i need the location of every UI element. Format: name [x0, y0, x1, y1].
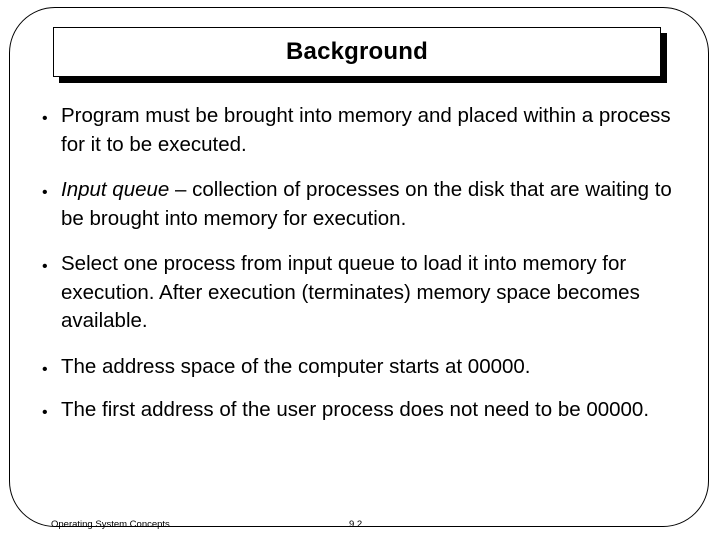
bullet-item — [42, 176, 682, 233]
bullet-term: Input queue — [61, 178, 170, 201]
bullet-icon: • — [42, 258, 48, 275]
footer-page-number: 9.2 — [349, 519, 363, 530]
bullet-text: – collection of processes on the disk that are waiting to be brought into memory for execution. — [61, 178, 672, 230]
bullet-icon: • — [42, 184, 48, 201]
bullet-icon: • — [42, 360, 48, 378]
bullet-list — [42, 102, 682, 442]
bullet-text: Select one process from input queue to load it into memory for execution. After execution (terminates) memory space becomes available. — [61, 252, 640, 332]
title-box — [53, 27, 661, 77]
footer-course-title: Operating System Concepts — [51, 519, 170, 530]
bullet-text: Program must be brought into memory and placed within a process for it to be executed. — [61, 104, 671, 156]
bullet-icon: • — [42, 404, 48, 421]
bullet-item — [42, 353, 682, 382]
bullet-text: The first address of the user process does not need to be 00000. — [61, 398, 650, 421]
bullet-item — [42, 250, 682, 336]
bullet-item — [42, 102, 682, 159]
bullet-item — [42, 396, 682, 425]
bullet-text: The address space of the computer starts at 00000. — [61, 354, 531, 378]
bullet-icon: • — [42, 110, 48, 127]
slide-title: Background — [285, 38, 428, 65]
